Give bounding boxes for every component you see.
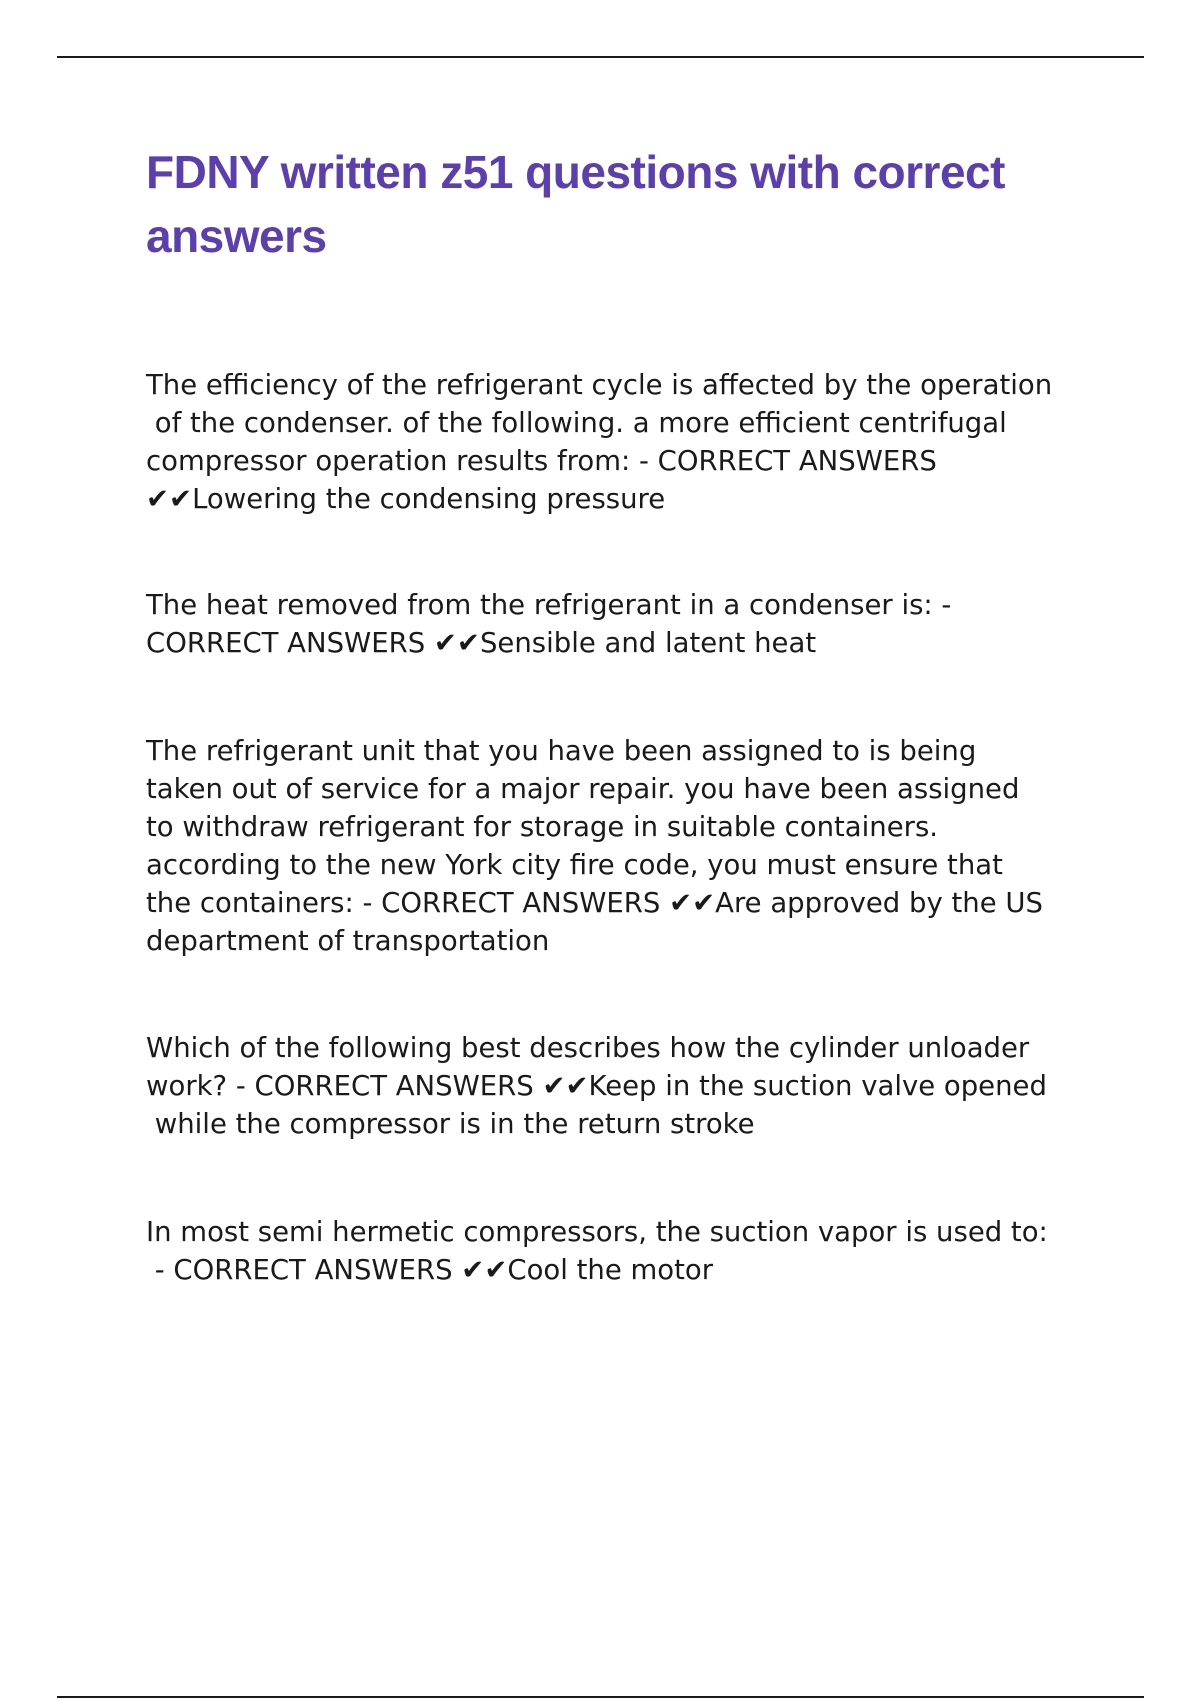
footer-rule	[57, 1696, 1144, 1698]
document-title: FDNY written z51 questions with correct answers	[146, 146, 1005, 262]
question-answer-2: The heat removed from the refrigerant in a condenser is: - CORRECT ANSWERS ✔✔Sensible and latent heat	[146, 589, 952, 659]
question-answer-3: The refrigerant unit that you have been assigned to is being taken out of service for a major repair. you have been assigned to withdraw refrigerant for storage in suitable containers. according to the new York city fire code, you must ensure that the containers: - CORRECT ANSWERS ✔✔Are approved by the US department of transportation	[146, 735, 1043, 957]
header-rule	[57, 56, 1144, 58]
question-answer-5: In most semi hermetic compressors, the suction vapor is used to: - CORRECT ANSWERS ✔✔Cool the motor	[146, 1216, 1048, 1286]
question-answer-4: Which of the following best describes how the cylinder unloader work? - CORRECT ANSWERS ✔✔Keep in the suction valve opened while the compressor is in the return stroke	[146, 1032, 1047, 1140]
question-answer-1: The efficiency of the refrigerant cycle is affected by the operation of the condenser. of the following. a more efficient centrifugal compressor operation results from: - CORRECT ANSWERS ✔✔Lowering the condensing pressure	[146, 369, 1053, 515]
